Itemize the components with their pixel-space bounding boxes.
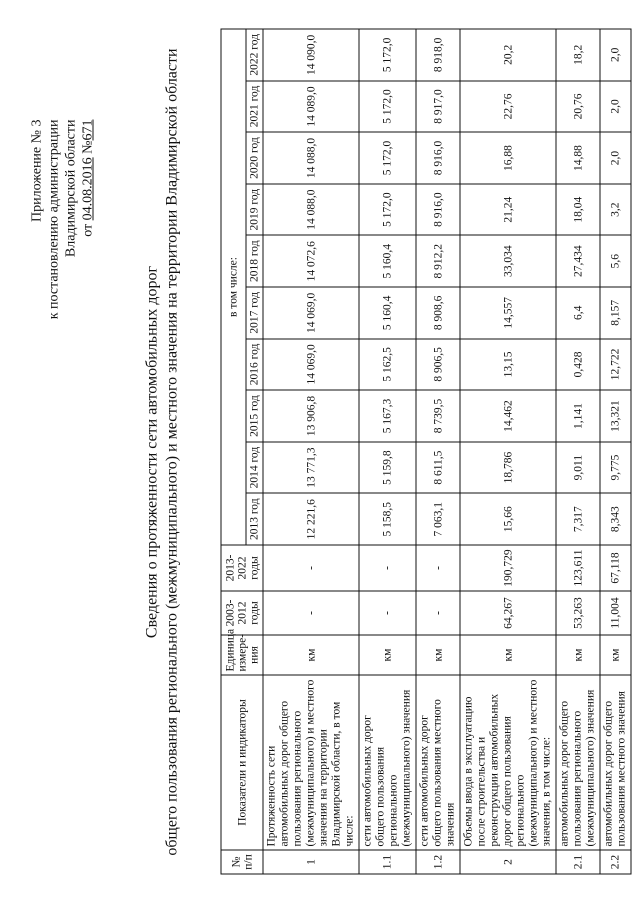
header-year: 2018 год [246,235,263,287]
header-num: № п/п [221,850,263,874]
row-value-2013-2022: 67,118 [600,545,631,591]
row-value-2003-2012: - [359,591,416,635]
doc-date: 04.08.2016 [80,157,96,221]
row-unit: км [263,635,359,675]
row-number: 2.1 [556,850,600,874]
row-value-year: 15,66 [460,493,556,545]
row-value-year: 7 063,1 [416,493,460,545]
row-value-2013-2022: 123,611 [556,545,600,591]
table-row [460,29,556,874]
title-line-1: Сведения о протяженности сети автомобильных дорог [143,265,161,639]
row-value-year: 8,157 [600,287,631,339]
table-row [556,29,600,874]
row-value-year: 5 160,4 [359,287,416,339]
header-year: 2014 год [246,442,263,494]
row-value-year: 8 918,0 [416,29,460,81]
row-value-2013-2022: - [416,545,460,591]
header-year: 2022 год [246,29,263,81]
row-value-year: 14 069,0 [263,339,359,391]
row-value-year: 14,88 [556,132,600,184]
row-value-year: 21,24 [460,184,556,236]
row-value-2003-2012: - [263,591,359,635]
row-value-year: 14,557 [460,287,556,339]
row-value-year: 8,343 [600,493,631,545]
header-year: 2017 год [246,287,263,339]
row-value-year: 33,034 [460,235,556,287]
row-value-year: 5 158,5 [359,493,416,545]
row-value-year: 0,428 [556,339,600,391]
row-unit: км [600,635,631,675]
row-value-year: 14,462 [460,390,556,442]
row-value-2003-2012: 11,004 [600,591,631,635]
row-value-year: 18,04 [556,184,600,236]
row-value-year: 13,15 [460,339,556,391]
header-year: 2021 год [246,81,263,133]
document-page [1,0,640,905]
row-value-2013-2022: - [359,545,416,591]
row-value-year: 5 162,5 [359,339,416,391]
title-line-2: общего пользования регионального (межмуниципального) и местного значения на территории Владимирской области [163,48,181,856]
row-value-year: 3,2 [600,184,631,236]
header-including: в том числе: [221,29,246,545]
row-value-year: 2,0 [600,132,631,184]
row-value-year: 8 916,0 [416,184,460,236]
row-value-year: 13 771,3 [263,442,359,494]
appendix-line3: Владимирской области [63,119,79,258]
table-row [600,29,631,874]
appendix-block [29,120,97,370]
header-year: 2016 год [246,339,263,391]
header-year: 2020 год [246,132,263,184]
number-prefix: № [80,140,96,154]
row-value-year: 5 172,0 [359,81,416,133]
appendix-date-line [80,120,97,370]
header-year: 2013 год [246,493,263,545]
row-value-year: 8 917,0 [416,81,460,133]
row-value-year: 9,011 [556,442,600,494]
row-indicator: сети автомобильных дорог общего пользования регионального (межмуниципального) значения [359,675,416,850]
header-year: 2019 год [246,184,263,236]
appendix-title: Приложение № 3 [29,119,45,222]
row-value-year: 14 072,6 [263,235,359,287]
row-value-year: 7,317 [556,493,600,545]
row-value-year: 8 906,5 [416,339,460,391]
row-value-year: 20,2 [460,29,556,81]
row-number: 2.2 [600,850,631,874]
row-number: 2 [460,850,556,874]
row-value-year: 2,0 [600,29,631,81]
row-value-year: 20,76 [556,81,600,133]
row-value-year: 14 088,0 [263,184,359,236]
row-value-year: 1,141 [556,390,600,442]
row-value-year: 8 739,5 [416,390,460,442]
table-row [263,29,359,874]
row-value-year: 22,76 [460,81,556,133]
row-value-year: 13,321 [600,390,631,442]
row-value-year: 8 611,5 [416,442,460,494]
table-row [359,29,416,874]
doc-number: 671 [80,119,96,141]
row-indicator: автомобильных дорог общего пользования местного значения [600,675,631,850]
row-value-year: 13 906,8 [263,390,359,442]
row-value-year: 14 069,0 [263,287,359,339]
row-value-year: 5 172,0 [359,132,416,184]
appendix-line2: к постановлению администрации [46,119,62,320]
row-value-year: 12 221,6 [263,493,359,545]
row-number: 1.1 [359,850,416,874]
header-indicator: Показатели и индикаторы [221,675,263,850]
row-number: 1.2 [416,850,460,874]
row-indicator: сети автомобильных дорог общего пользования местного значения [416,675,460,850]
date-prefix: от [80,223,96,237]
row-value-year: 27,434 [556,235,600,287]
row-value-2013-2022: - [263,545,359,591]
row-value-year: 14 089,0 [263,81,359,133]
row-value-year: 5,6 [600,235,631,287]
row-value-2013-2022: 190,729 [460,545,556,591]
header-2013-2022: 2013-2022 годы [221,545,263,591]
row-value-year: 8 912,2 [416,235,460,287]
row-value-year: 18,786 [460,442,556,494]
row-indicator: Объемы ввода в эксплуатацию после строительства и реконструкции автомобильных дорог общего пользования регионального (межмуниципального) и местного значения, в том числе: [460,675,556,850]
row-value-year: 5 167,3 [359,390,416,442]
row-value-2003-2012: - [416,591,460,635]
row-indicator: Протяженность сети автомобильных дорог общего пользования регионального (межмуниципального) и местного значения на территории Владимирской области, в том числе: [263,675,359,850]
row-unit: км [460,635,556,675]
table-row [416,29,460,874]
row-value-2003-2012: 53,263 [556,591,600,635]
row-unit: км [416,635,460,675]
row-value-year: 8 916,0 [416,132,460,184]
header-unit: Единица измере-ния [221,635,263,675]
row-value-year: 16,88 [460,132,556,184]
row-indicator: автомобильных дорог общего пользования регионального (межмуниципального) значения [556,675,600,850]
row-value-year: 5 160,4 [359,235,416,287]
row-value-year: 9,775 [600,442,631,494]
row-value-year: 14 090,0 [263,29,359,81]
row-value-year: 18,2 [556,29,600,81]
header-year: 2015 год [246,390,263,442]
header-2003-2012: 2003-2012 годы [221,591,263,635]
table-container [221,30,632,875]
row-value-year: 8 908,6 [416,287,460,339]
road-network-table [221,28,632,874]
table-body [263,29,631,874]
row-value-2003-2012: 64,267 [460,591,556,635]
row-value-year: 2,0 [600,81,631,133]
row-value-year: 5 159,8 [359,442,416,494]
row-value-year: 12,722 [600,339,631,391]
document-title [143,0,183,905]
row-unit: км [556,635,600,675]
row-value-year: 6,4 [556,287,600,339]
row-unit: км [359,635,416,675]
row-value-year: 14 088,0 [263,132,359,184]
row-value-year: 5 172,0 [359,184,416,236]
row-value-year: 5 172,0 [359,29,416,81]
row-number: 1 [263,850,359,874]
